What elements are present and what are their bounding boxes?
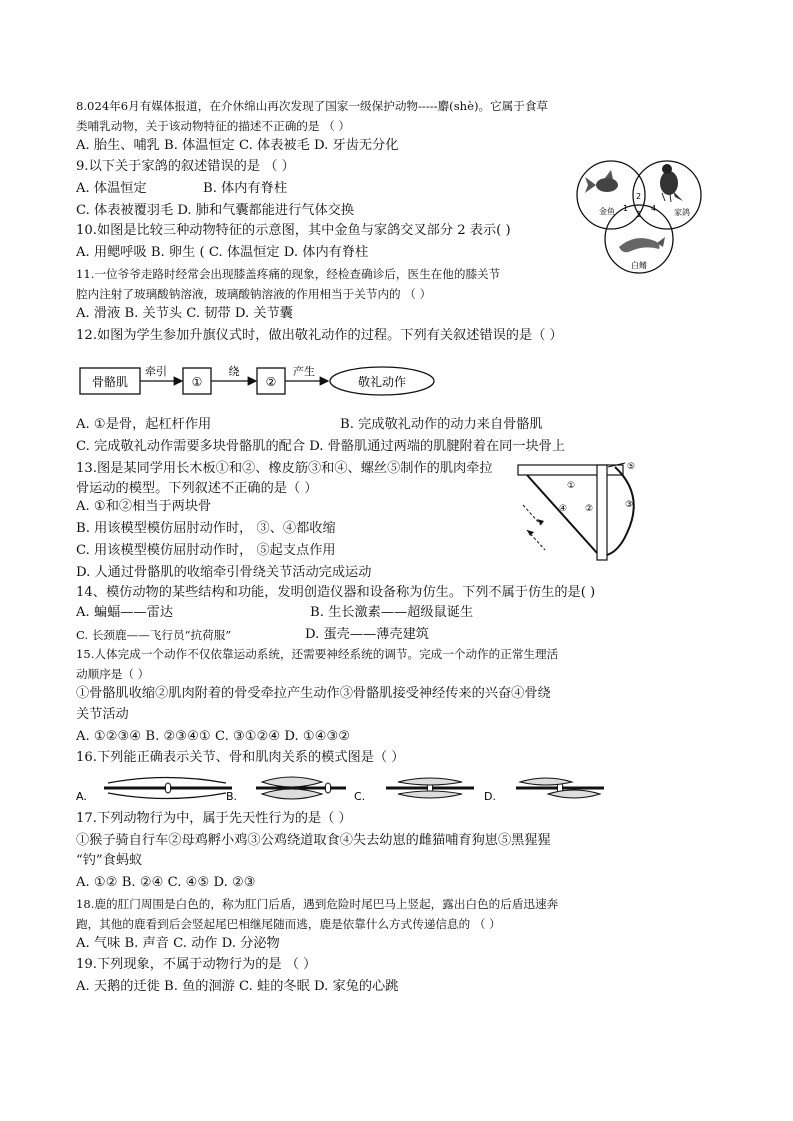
q19-stem: 19.下列现象，不属于动物行为的是 （ ） (76, 957, 317, 972)
venn-label-dolphin: 白鳍 (631, 261, 647, 270)
q13-stem-line2: 骨运动的模型。下列叙述不正确的是（ ） (76, 481, 318, 496)
q12-option-a: A. ①是骨，起杠杆作用 (76, 417, 212, 432)
flow-arrow-pull: 牵引 (145, 365, 167, 378)
venn-region-2: 2 (636, 192, 642, 201)
q8-options: A. 胎生、哺乳 B. 体温恒定 C. 体表被毛 D. 牙齿无分化 (76, 138, 399, 153)
q13-option-c: C. 用该模型模仿屈肘动作时， ⑤起支点作用 (76, 543, 336, 558)
joint-option-a (104, 778, 232, 799)
muscle-model-diagram (515, 455, 650, 565)
flow-arrow-produce: 产生 (293, 365, 315, 378)
joint-option-b (256, 777, 346, 799)
model-label-2: ② (585, 504, 594, 514)
q14-option-a: A. 蝙蝠——雷达 (76, 605, 174, 620)
q11-stem-line1: 11.一位爷爷走路时经常会出现膝盖疼痛的现象，经检查确诊后，医生在他的膝关节 (76, 267, 501, 281)
joint-model-options (76, 770, 606, 806)
dolphin-icon (619, 237, 665, 252)
q9-option-cd: C. 体表被覆羽毛 D. 肺和气囊都能进行气体交换 (76, 203, 355, 218)
q15-stem-line3: ①骨骼肌收缩②肌肉附着的骨受牵拉产生动作③骨骼肌接受神经传来的兴奋④骨绕 (76, 686, 551, 701)
q18-options: A. 气味 B. 声音 C. 动作 D. 分泌物 (76, 936, 280, 951)
q14-option-d: D. 蛋壳——薄壳建筑 (305, 627, 429, 642)
q16-stem: 16.下列能正确表示关节、骨和肌肉关系的模式图是（ ） (76, 750, 405, 765)
flow-box-muscle: 骨骼肌 (91, 375, 129, 389)
q17-stem: 17.下列动物行为中，属于先天性行为的是（ ） (76, 811, 352, 826)
q14-option-c: C. 长颈鹿——飞行员“抗荷服” (76, 628, 232, 642)
q9-option-b: B. 体内有脊柱 (203, 181, 288, 196)
q8-stem-line2: 类哺乳动物，关于该动物特征的描述不正确的是 （ ） (76, 119, 351, 133)
q11-stem-line2: 腔内注射了玻璃酸钠溶液，玻璃酸钠溶液的作用相当于关节内的 （ ） (76, 287, 432, 301)
q15-stem-line1: 15.人体完成一个动作不仅依靠运动系统，还需要神经系统的调节。完成一个动作的正常生理活 (76, 647, 559, 661)
venn-region-4: 4 (651, 204, 657, 213)
flow-oval-salute: 敬礼动作 (357, 375, 407, 389)
q12-option-cd: C. 完成敬礼动作需要多块骨骼肌的配合 D. 骨骼肌通过两端的肌腱附着在同一块骨上 (76, 439, 566, 454)
q15-stem-line4: 关节活动 (76, 707, 129, 722)
joint-option-d-label: D. (484, 790, 496, 803)
q9-option-a: A. 体温恒定 (76, 181, 147, 196)
flow-box-2: ② (265, 375, 277, 389)
venn-diagram (575, 155, 705, 280)
q15-stem-line2: 动顺序是（ ） (76, 667, 150, 681)
q11-options: A. 滑液 B. 关节头 C. 韧带 D. 关节囊 (76, 306, 293, 321)
flow-box-1: ① (191, 375, 203, 389)
pigeon-icon (660, 164, 683, 202)
flow-arrow-around: 绕 (228, 365, 240, 378)
q14-option-b: B. 生长激素——超级鼠诞生 (310, 605, 474, 620)
model-label-5: ⑤ (627, 462, 636, 472)
joint-option-b-label: B. (226, 790, 238, 803)
q13-option-b: B. 用该模型模仿屈肘动作时， ③、④都收缩 (76, 521, 336, 536)
q10-stem: 10.如图是比较三种动物特征的示意图，其中金鱼与家鸽交叉部分 2 表示( ) (76, 223, 511, 238)
q13-stem-line1: 13.图是某同学用长木板①和②、橡皮筋③和④、螺丝⑤制作的肌肉牵拉 (76, 461, 493, 476)
venn-region-1: 1 (623, 204, 629, 213)
q14-stem: 14、模仿动物的某些结构和功能，发明创造仪器和设备称为仿生。下列不属于仿生的是( ) (76, 585, 596, 600)
venn-region-3: 3 (636, 210, 642, 219)
q17-stem-line3: “钓”食蚂蚁 (76, 853, 143, 868)
model-label-3: ③ (625, 500, 634, 510)
q18-stem-line1: 18.鹿的肛门周围是白色的，称为肛门后盾，遇到危险时尾巴马上竖起，露出白色的后盾迅速奔 (76, 897, 559, 911)
joint-option-c-label: C. (354, 790, 366, 803)
joint-option-a-label: A. (76, 790, 87, 803)
model-label-4: ④ (559, 504, 568, 514)
q9-stem: 9.以下关于家鸽的叙述错误的是 （ ） (76, 159, 295, 174)
q12-stem: 12.如图为学生参加升旗仪式时，做出敬礼动作的过程。下列有关叙述错误的是（ ） (76, 328, 563, 343)
joint-option-d (516, 778, 604, 798)
q8-stem-line1: 8.024年6月有媒体报道，在介休绵山再次发现了国家一级保护动物-----麝(shè)。它属于食草 (76, 99, 549, 113)
goldfish-icon (585, 170, 618, 193)
q13-option-a: A. ①和②相当于两块骨 (76, 499, 212, 514)
q19-options: A. 天鹅的迁徙 B. 鱼的洄游 C. 蛙的冬眠 D. 家兔的心跳 (76, 979, 399, 994)
q12-option-b: B. 完成敬礼动作的动力来自骨骼肌 (340, 417, 543, 432)
q15-options: A. ①②③④ B. ②③④① C. ③①②④ D. ①④③② (76, 729, 351, 744)
venn-label-pigeon: 家鸽 (674, 208, 690, 217)
q13-option-d: D. 人通过骨骼肌的收缩牵引骨绕关节活动完成运动 (76, 565, 372, 580)
q18-stem-line2: 跑，其他的鹿看到后会竖起尾巴相继尾随而逃，鹿是依靠什么方式传递信息的 （ ） (76, 917, 501, 931)
q17-options: A. ①② B. ②④ C. ④⑤ D. ②③ (76, 875, 256, 890)
q17-stem-line2: ①猴子骑自行车②母鸡孵小鸡③公鸡绕道取食④失去幼崽的雌猫哺育狗崽⑤黑猩猩 (76, 833, 551, 848)
venn-label-fish: 金鱼 (599, 207, 615, 216)
salute-flow-diagram (76, 360, 446, 400)
joint-option-c (386, 778, 474, 798)
model-label-1: ① (567, 481, 576, 491)
q10-options: A. 用鳃呼吸 B. 卵生 ( C. 体温恒定 D. 体内有脊柱 (76, 245, 369, 260)
